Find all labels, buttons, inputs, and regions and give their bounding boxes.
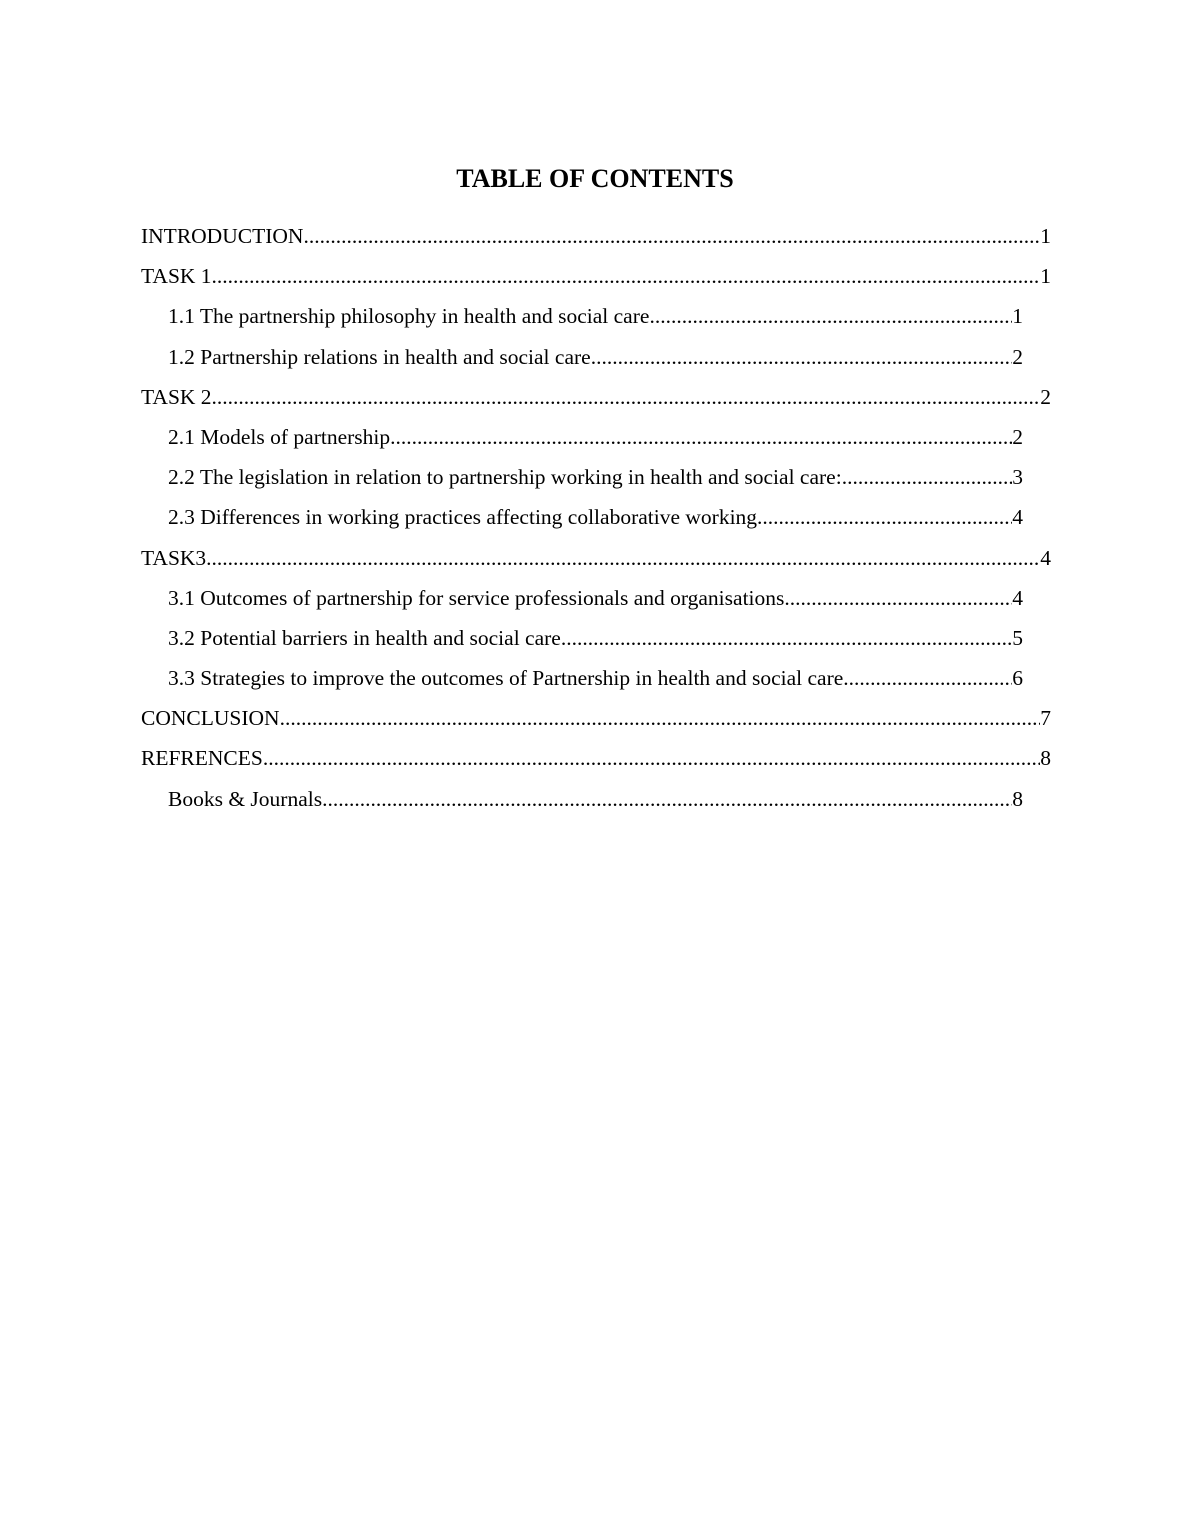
toc-entry-3-2[interactable] xyxy=(141,623,1051,663)
toc-entry-label: 3.3 Strategies to improve the outcomes of Partnership in health and social care xyxy=(168,666,844,691)
toc-entry-label: 2.3 Differences in working practices affecting collaborative working xyxy=(168,505,758,530)
toc-leader-dots xyxy=(206,543,1040,573)
toc-entry-task-3[interactable] xyxy=(141,543,1051,583)
toc-entry-3-1[interactable] xyxy=(141,583,1051,623)
toc-leader-dots xyxy=(561,623,1012,653)
toc-entry-page: 5 xyxy=(1012,625,1023,650)
toc-entry-page: 2 xyxy=(1012,424,1023,449)
toc-entry-label: 3.2 Potential barriers in health and social care xyxy=(168,625,561,650)
toc-leader-dots xyxy=(843,663,1012,693)
toc-entry-page: 1 xyxy=(1012,304,1023,329)
toc-entry-label: TASK3 xyxy=(141,545,207,570)
toc-leader-dots xyxy=(842,462,1013,492)
toc-entry-page: 1 xyxy=(1040,224,1051,248)
toc-entry-page: 3 xyxy=(1012,465,1023,490)
toc-entry-page: 4 xyxy=(1012,505,1023,530)
toc-entry-page: 4 xyxy=(1040,545,1051,570)
toc-leader-dots xyxy=(263,743,1040,773)
toc-entry-label: 1.1 The partnership philosophy in health and social care xyxy=(168,304,650,329)
toc-entry-page: 7 xyxy=(1040,706,1051,731)
toc-leader-dots xyxy=(390,422,1012,452)
toc-leader-dots xyxy=(591,342,1013,372)
toc-entry-label: 1.2 Partnership relations in health and social care xyxy=(168,344,591,369)
toc-entry-introduction[interactable] xyxy=(141,221,1051,261)
toc-entry-label: TASK 2 xyxy=(141,384,212,409)
toc-leader-dots xyxy=(303,221,1040,251)
toc-entry-task-2[interactable] xyxy=(141,382,1051,422)
toc-entry-label: 3.1 Outcomes of partnership for service professionals and organisations xyxy=(168,585,785,610)
toc-entry-page: 6 xyxy=(1012,666,1023,691)
toc-entry-label: CONCLUSION xyxy=(141,706,280,731)
toc-leader-dots xyxy=(784,583,1012,613)
toc-entry-1-2[interactable] xyxy=(141,342,1051,382)
toc-leader-dots xyxy=(212,382,1041,412)
toc-entry-3-3[interactable] xyxy=(141,663,1051,703)
toc-leader-dots xyxy=(280,703,1041,733)
toc-title: TABLE OF CONTENTS xyxy=(456,164,734,193)
toc-leader-dots xyxy=(757,502,1012,532)
toc-leader-dots xyxy=(212,261,1041,291)
toc-entry-label: Books & Journals xyxy=(168,786,323,811)
toc-entry-page: 8 xyxy=(1012,786,1023,811)
toc-entry-label: REFRENCES xyxy=(141,746,263,771)
toc-leader-dots xyxy=(649,301,1012,331)
toc-entry-2-2[interactable] xyxy=(141,462,1051,502)
toc-entry-label: INTRODUCTION xyxy=(141,224,304,248)
toc-entry-1-1[interactable] xyxy=(141,301,1051,341)
toc-entry-label: 2.2 The legislation in relation to partnership working in health and social care: xyxy=(168,465,842,490)
toc-entry-task-1[interactable] xyxy=(141,261,1051,301)
toc-entry-references[interactable] xyxy=(141,743,1051,783)
toc-entry-page: 1 xyxy=(1040,264,1051,289)
toc-entry-page: 4 xyxy=(1012,585,1023,610)
toc-entry-2-1[interactable] xyxy=(141,422,1051,462)
toc-entry-page: 2 xyxy=(1012,344,1023,369)
toc-entry-books-journals[interactable] xyxy=(141,784,1051,824)
toc-entry-conclusion[interactable] xyxy=(141,703,1051,743)
toc-list xyxy=(141,221,1051,824)
toc-entry-2-3[interactable] xyxy=(141,502,1051,542)
toc-entry-page: 2 xyxy=(1040,384,1051,409)
toc-entry-label: TASK 1 xyxy=(141,264,212,289)
toc-entry-label: 2.1 Models of partnership xyxy=(168,424,391,449)
toc-leader-dots xyxy=(322,784,1012,814)
toc-entry-page: 8 xyxy=(1040,746,1051,771)
